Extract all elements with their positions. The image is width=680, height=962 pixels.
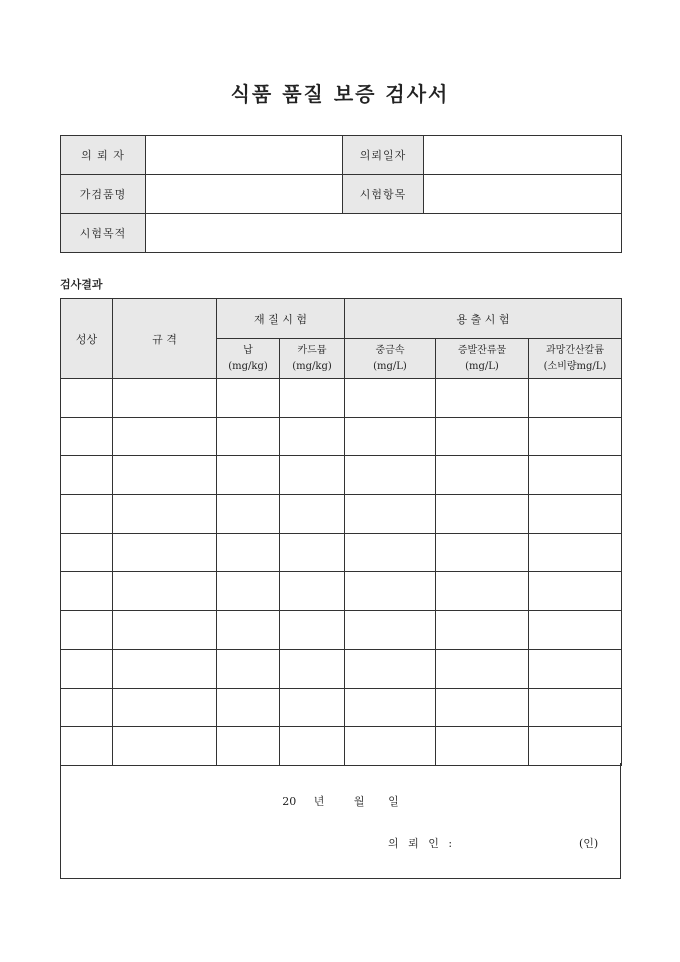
result-cell[interactable] [280, 495, 345, 534]
result-cell[interactable] [61, 495, 113, 534]
result-cell[interactable] [280, 379, 345, 418]
table-row [61, 456, 622, 495]
result-cell[interactable] [280, 533, 345, 572]
kmno4-header [529, 339, 622, 379]
result-cell[interactable] [280, 456, 345, 495]
result-cell[interactable] [280, 688, 345, 727]
result-cell[interactable] [217, 495, 280, 534]
request-info-table [60, 135, 622, 253]
result-cell[interactable] [217, 533, 280, 572]
result-cell[interactable] [217, 611, 280, 650]
result-cell[interactable] [345, 727, 436, 766]
result-cell[interactable] [436, 456, 529, 495]
result-cell[interactable] [61, 417, 113, 456]
table-row [61, 533, 622, 572]
result-cell[interactable] [529, 379, 622, 418]
result-cell[interactable] [61, 688, 113, 727]
result-cell[interactable] [529, 572, 622, 611]
result-cell[interactable] [345, 611, 436, 650]
result-cell[interactable] [61, 611, 113, 650]
result-cell[interactable] [529, 495, 622, 534]
result-cell[interactable] [113, 456, 217, 495]
result-cell[interactable] [113, 533, 217, 572]
result-cell[interactable] [345, 456, 436, 495]
result-cell[interactable] [529, 417, 622, 456]
product-label: 가검품명 [61, 175, 146, 214]
table-row [61, 417, 622, 456]
result-cell[interactable] [436, 379, 529, 418]
evaporation-residue-header [436, 339, 529, 379]
result-cell[interactable] [436, 649, 529, 688]
result-cell[interactable] [529, 611, 622, 650]
requester-field[interactable] [146, 136, 343, 175]
seal-label: (인) [579, 837, 599, 850]
result-cell[interactable] [345, 379, 436, 418]
result-cell[interactable] [61, 533, 113, 572]
requester-label: 의 뢰 자 [61, 136, 146, 175]
result-cell[interactable] [436, 417, 529, 456]
table-row [61, 611, 622, 650]
column-name: 카드뮴 [297, 344, 327, 356]
elution-test-header: 용 출 시 험 [345, 299, 622, 339]
column-name: 증발잔류물 [457, 344, 507, 356]
result-cell[interactable] [280, 572, 345, 611]
year-label: 년 [313, 795, 325, 808]
result-cell[interactable] [61, 572, 113, 611]
result-cell[interactable] [113, 417, 217, 456]
result-cell[interactable] [280, 649, 345, 688]
result-cell[interactable] [61, 649, 113, 688]
result-cell[interactable] [217, 727, 280, 766]
result-cell[interactable] [345, 495, 436, 534]
result-cell[interactable] [436, 533, 529, 572]
result-cell[interactable] [529, 533, 622, 572]
result-cell[interactable] [113, 379, 217, 418]
appearance-header: 성상 [61, 299, 113, 379]
column-unit: (소비량mg/L) [543, 360, 607, 372]
result-cell[interactable] [529, 727, 622, 766]
result-cell[interactable] [529, 688, 622, 727]
results-table [60, 298, 622, 766]
result-cell[interactable] [436, 727, 529, 766]
result-cell[interactable] [113, 495, 217, 534]
request-date-label: 의뢰일자 [343, 136, 424, 175]
day-label: 일 [388, 795, 399, 808]
material-test-header: 재 질 시 험 [217, 299, 345, 339]
result-cell[interactable] [61, 456, 113, 495]
table-row [61, 572, 622, 611]
product-field[interactable] [146, 175, 343, 214]
document-title: 식품 품질 보증 검사서 [230, 82, 450, 106]
results-section-title: 검사결과 [60, 278, 103, 291]
request-date-field[interactable] [424, 136, 622, 175]
result-cell[interactable] [436, 572, 529, 611]
spec-header: 규 격 [113, 299, 217, 379]
result-cell[interactable] [345, 649, 436, 688]
result-cell[interactable] [345, 572, 436, 611]
result-cell[interactable] [217, 456, 280, 495]
result-cell[interactable] [529, 456, 622, 495]
result-cell[interactable] [436, 611, 529, 650]
test-items-label: 시험항목 [343, 175, 424, 214]
signature-area [60, 763, 621, 879]
result-cell[interactable] [113, 649, 217, 688]
result-cell[interactable] [345, 417, 436, 456]
result-cell[interactable] [113, 688, 217, 727]
heavy-metals-header [345, 339, 436, 379]
result-cell[interactable] [217, 417, 280, 456]
result-cell[interactable] [280, 727, 345, 766]
result-cell[interactable] [113, 611, 217, 650]
cadmium-header [280, 339, 345, 379]
result-cell[interactable] [113, 572, 217, 611]
result-cell[interactable] [217, 379, 280, 418]
test-items-field[interactable] [424, 175, 622, 214]
table-row [61, 379, 622, 418]
purpose-label: 시험목적 [61, 214, 146, 253]
table-row [61, 727, 622, 766]
result-cell[interactable] [217, 649, 280, 688]
result-cell[interactable] [345, 688, 436, 727]
lead-header [217, 339, 280, 379]
date-line [61, 793, 620, 809]
column-name: 중금속 [375, 344, 405, 356]
result-cell[interactable] [61, 727, 113, 766]
column-name: 과망간산칼륨 [546, 344, 604, 356]
result-cell[interactable] [436, 688, 529, 727]
month-label: 월 [353, 795, 365, 808]
result-cell[interactable] [280, 417, 345, 456]
result-cell[interactable] [529, 649, 622, 688]
result-cell[interactable] [345, 533, 436, 572]
result-cell[interactable] [436, 495, 529, 534]
result-cell[interactable] [217, 572, 280, 611]
table-row [61, 688, 622, 727]
table-row [61, 649, 622, 688]
table-row [61, 495, 622, 534]
column-unit: (mg/L) [373, 360, 407, 372]
column-unit: (mg/kg) [292, 360, 332, 372]
purpose-field[interactable] [146, 214, 622, 253]
result-cell[interactable] [217, 688, 280, 727]
result-cell[interactable] [280, 611, 345, 650]
column-unit: (mg/kg) [228, 360, 268, 372]
requester-signature-label: 의 뢰 인 : [388, 837, 456, 850]
result-cell[interactable] [61, 379, 113, 418]
column-name: 납 [243, 344, 253, 356]
column-unit: (mg/L) [465, 360, 499, 372]
result-cell[interactable] [113, 727, 217, 766]
year-prefix: 20 [282, 795, 297, 808]
